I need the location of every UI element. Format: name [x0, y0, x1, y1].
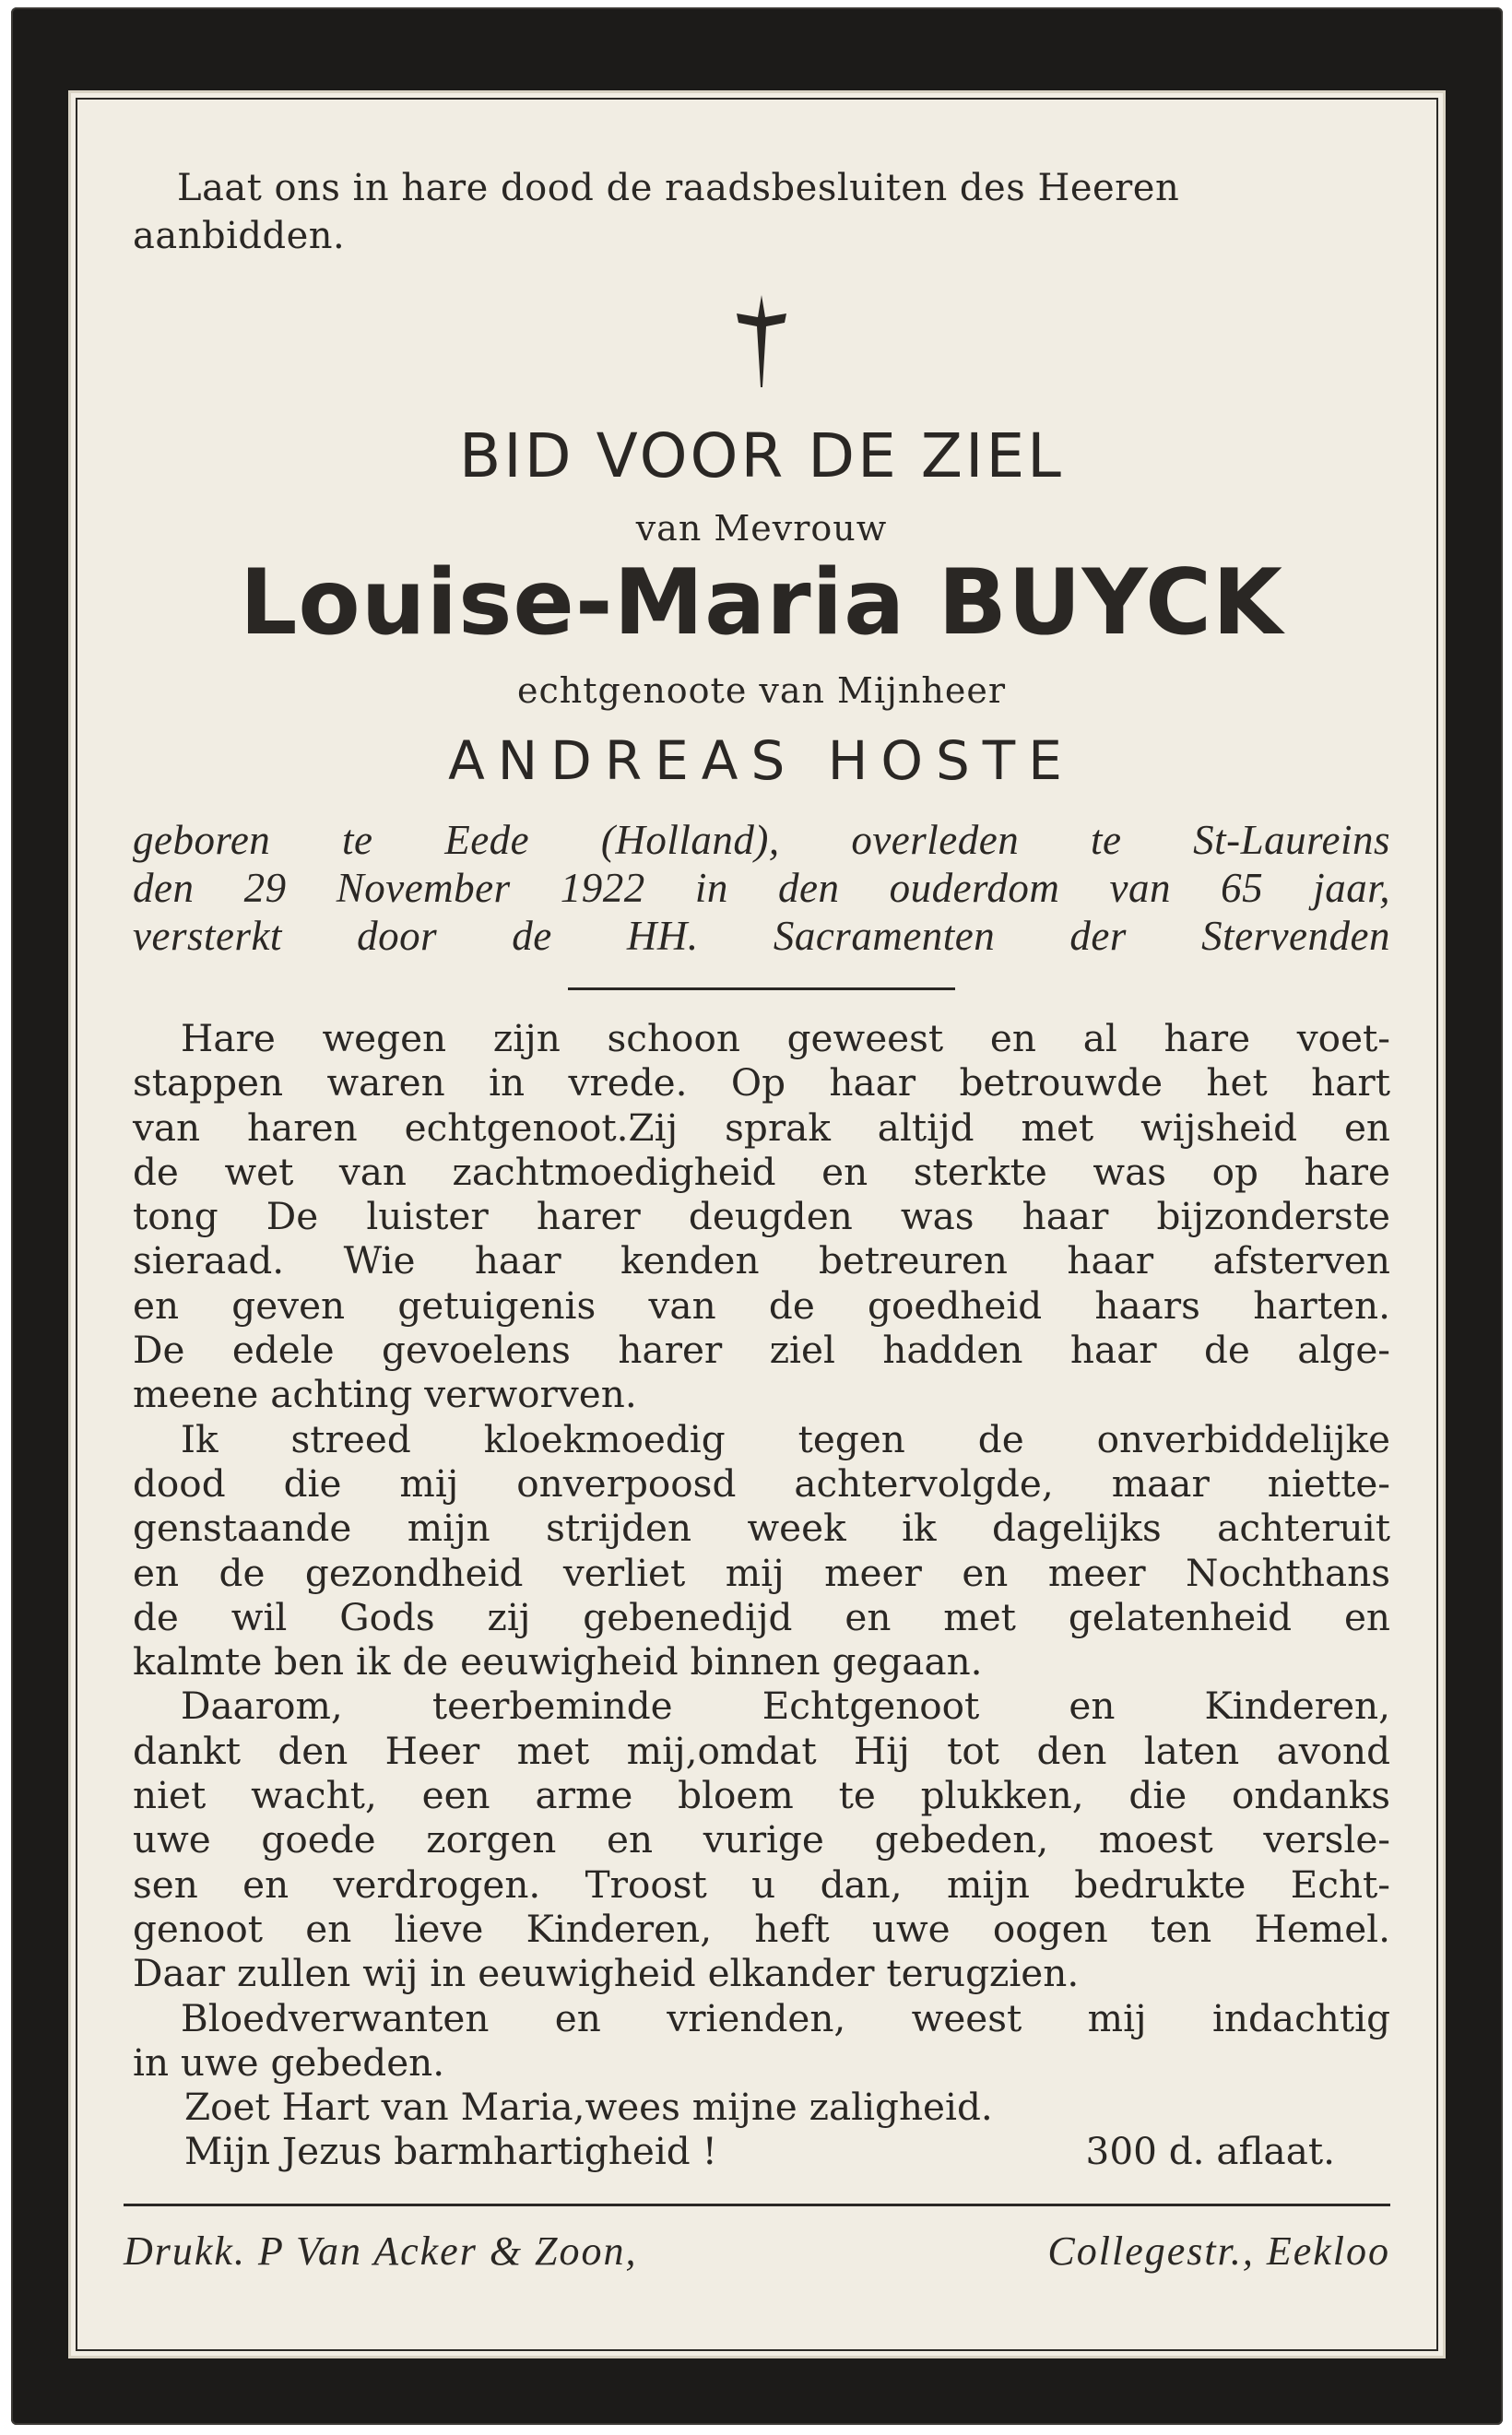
husband-name: ANDREAS HOSTE — [448, 729, 1075, 792]
text-line: in uwe gebeden. — [133, 2039, 445, 2085]
closing-prayers — [133, 2085, 1390, 2173]
text-line: dood die mij onverpoosd achtervolgde, maar niette- — [133, 1460, 1390, 1506]
spouse-of-line: echtgenoote van Mijnheer — [516, 670, 1006, 711]
memorial-card — [11, 7, 1503, 2425]
motto-line-1: Laat ons in hare dood de raadsbesluiten des Heeren — [177, 167, 1180, 209]
text-line: Bloedverwanten en vrienden, weest mij indachtig — [181, 1995, 1390, 2040]
text-line: Ik streed kloekmoedig tegen de onverbiddelijke — [181, 1416, 1390, 1461]
printer-imprint — [124, 2228, 1390, 2275]
indulgence-note: 300 d. aflaat. — [1085, 2129, 1335, 2174]
text-line: sen en verdrogen. Troost u dan, mijn bedrukte Echt- — [133, 1862, 1390, 1907]
text-line: de wil Gods zij gebenedijd en met gelatenheid en — [133, 1594, 1390, 1639]
van-mevrouw: van Mevrouw — [635, 508, 888, 549]
biography-line: geboren te Eede (Holland), overleden te St-Laureins — [133, 817, 1390, 863]
printer-address: Collegestr., Eekloo — [1047, 2228, 1390, 2274]
memorial-text — [133, 1016, 1390, 2085]
text-line: en geven getuigenis van de goedheid haars harten. — [133, 1283, 1390, 1328]
text-line: tong De luister harer deugden was haar bijzonderste — [133, 1194, 1390, 1239]
latin-cross-icon — [720, 291, 803, 393]
text-line: kalmte ben ik de eeuwigheid binnen gegaan. — [133, 1639, 983, 1684]
divider — [568, 987, 955, 990]
text-line: meene achting verworven. — [133, 1372, 637, 1417]
text-line: Daarom, teerbeminde Echtgenoot en Kinderen, — [181, 1684, 1390, 1729]
text-line: genoot en lieve Kinderen, heft uwe oogen ten Hemel. — [133, 1906, 1390, 1951]
text-line: Daar zullen wij in eeuwigheid elkander terugzien. — [133, 1951, 1080, 1996]
biography-line: versterkt door de HH. Sacramenten der Stervenden — [133, 913, 1390, 959]
motto-line-2: aanbidden. — [133, 215, 346, 257]
bottom-divider — [124, 2204, 1390, 2206]
printer-name: Drukk. P Van Acker & Zoon, — [124, 2228, 638, 2274]
text-line: Hare wegen zijn schoon geweest en al hare voet- — [181, 1016, 1390, 1060]
card-content — [133, 164, 1390, 2173]
invocation-text: Mijn Jezus barmhartigheid ! — [184, 2129, 717, 2174]
motto — [133, 164, 1390, 260]
card-paper — [68, 90, 1446, 2358]
biography — [133, 816, 1390, 960]
text-line: dankt den Heer met mij,omdat Hij tot den laten avond — [133, 1728, 1390, 1773]
text-line: stappen waren in vrede. Op haar betrouwde het hart — [133, 1060, 1390, 1105]
text-line: sieraad. Wie haar kenden betreuren haar afsterven — [133, 1238, 1390, 1283]
biography-line: den 29 November 1922 in den ouderdom van 65 jaar, — [133, 865, 1390, 911]
text-line: niet wacht, een arme bloem te plukken, die ondanks — [133, 1773, 1390, 1818]
deceased-name: Louise-Maria BUYCK — [239, 550, 1284, 656]
text-line: van haren echtgenoot.Zij sprak altijd met wijsheid en — [133, 1105, 1390, 1150]
prayer-heading: BID VOOR DE ZIEL — [459, 420, 1064, 491]
text-line: en de gezondheid verliet mij meer en meer Nochthans — [133, 1550, 1390, 1595]
invocation-line — [133, 2129, 1390, 2173]
text-line: de wet van zachtmoedigheid en sterkte was op hare — [133, 1149, 1390, 1194]
invocation-line: Zoet Hart van Maria,wees mijne zaligheid. — [184, 2085, 993, 2130]
text-line: De edele gevoelens harer ziel hadden haar de alge- — [133, 1328, 1390, 1373]
text-line: genstaande mijn strijden week ik dagelijks achteruit — [133, 1506, 1390, 1551]
text-line: uwe goede zorgen en vurige gebeden, moest versle- — [133, 1817, 1390, 1862]
